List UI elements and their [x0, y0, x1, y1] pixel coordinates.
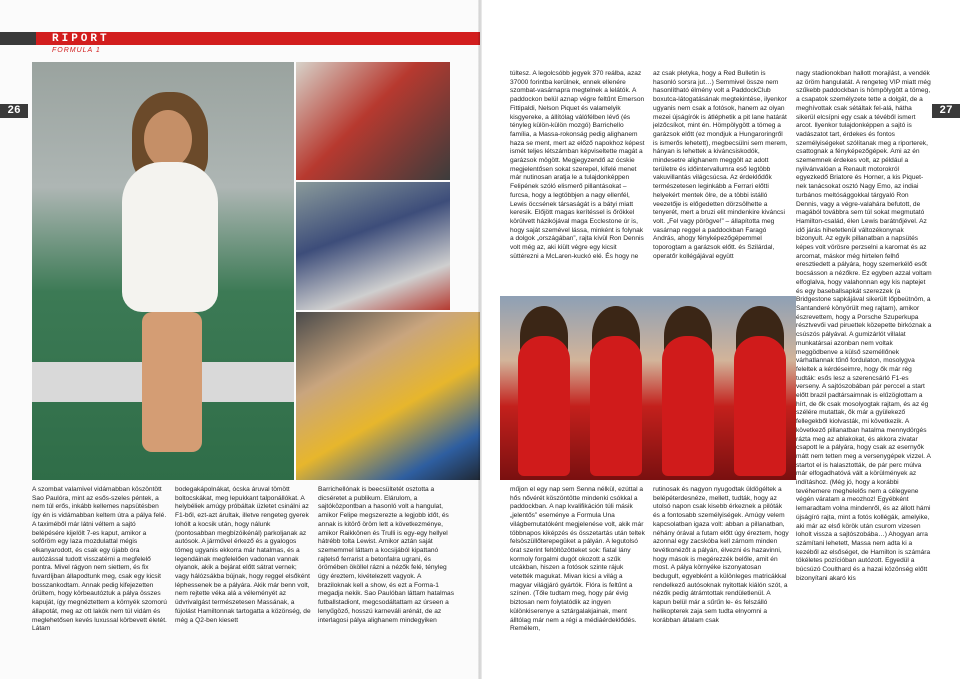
photo-legs	[142, 312, 202, 452]
paragraph: az csak pletyka, hogy a Red Bulletin is hasonló sorsra jut…) Semmivel össze nem hasonlítható élmény volt a PaddockClub boxutca-látogatásának megtekintése, ilyenkor ugyanis nem csak a fotósok, hanem az olyan mezei újságírók is átléphetik a pit lane határát jelzőcsíkot, mint én. Hömpölygött a tömeg a garázsok előtt (ez mondjuk a Hungaroringről is ismerős lehetett), megbecsülni sem merem, hányan is lehettek a kiváncsiskodók, mindesetre alighanem meggölt az adott területre és időintervallumra eső legtöbb vakuvillantás világcsúcsa. Az érdeklődők természetesen leginkább a Ferrari előtti helyekért mentek ölre, de a többi istálló veezetője is előgedetten dörzsölhette a tenyerét, mert a bruzi elit mindenkire kiváncsi volt. „Fel vagy pörögve!” – állapította meg vasárnap reggel a paddockban Faragó András, ahogy fényképezőgépemmel toporogtam a garázsok előtt. és Szilárdal, operatőr kollégájával együtt	[653, 70, 788, 260]
paragraph: műjon el egy nap sem Senna nélkül, ezúttal a hős nővérét köszöntötte mindenki csókkal a paddockban. A nap kvalifikáción túli másik „jelentős” eseménye a Formula Una világbemutatóként megjelenése volt, akik már többnapos kiképzés és összetartás után teltek felsöszüllőterepegüket a pályán. A legutolsó órat szerint feltöltözötteket sok: fiatal lány kormoly forgalmi dugót okozott a szűk utcákban, hiszen a fotósok szinte rájuk vetették magukat. Mivan kicsi a világ a magyar világjáró gyártók. Flóra is feltűnt a színen. (Tőle tudtam meg, hogy pár évig biztosan nem folytatódik az ingyen különkiserenye a sztárgalakjainak, ment álltólag már nem a régi a médiáérdeklődés. Remélem,	[510, 486, 645, 633]
paragraph: bodegakápolnákat, ócska áruval tömött boltocskákat, meg lepukkant talponállókat. A helybéliek amúgy próbáltak üzletet csinálni az F1-ből, ezt-azt árultak, illetve rengeteg gyerek lohólt a kocsik után, hogy nálunk (pontosabban megbízóikénál) parkoljanak az autósok. A járművel érkező és a gyalogos tömeg ugyanis ekkorra már hatalmas, és a legendáinak megfelelően vadonan vannak olyanok, akik a bejárat előtt sátrat vernek; vagy hálózsákba bújnak, hogy reggel elsőként léphessenek be a pályára. Akik már benn volt, nem rejtette véka alá a véleményét az üdvrivalgást természetesen Massának, a fújolást Hamiltonnak tartogatta a közönség, de még a Q2-ben kiesett	[175, 486, 311, 624]
photo-dress	[122, 162, 218, 312]
section-header	[0, 0, 480, 62]
text-column-7	[510, 486, 646, 676]
woman-photo	[32, 62, 294, 480]
team-photo-top	[296, 62, 450, 180]
text-column-8	[653, 486, 789, 676]
fans-photo	[296, 312, 480, 480]
text-column-2	[175, 486, 311, 676]
photo-dress	[590, 336, 642, 476]
photo-face	[144, 110, 192, 168]
section-subtitle: FORMULA 1	[52, 47, 101, 54]
page-gutter	[478, 0, 482, 679]
photo-dress	[518, 336, 570, 476]
paragraph: túltesz. A legolcsóbb jegyek 370 reálba, azaz 37000 forintba kerülnek, ennek ellenére szombat-vasárnapra megtelnek a lelátók. A paddockon belül aznap végre feltűnt Emerson Fittipaldi, Nelson Piquet és valamelyik kisgyereke, a állítólag válófélben lévő (és tényleg külön-külön mozgó) Barrichello família, a Massa-rokonság pedig alighanem haza se ment, mert az előző napokhoz képest ismét teljes létszámban képviseltette magát a garázsok mögött. Megjegyzendő az ócskie megjelentősen sokat szerepel, kifelé menet már nutinosan aratja le a tulajdonképpen Felipének szóló elismerő pillantásokat – furcsa, hogy a legtöbbjen a nagy ellenfél, Lewis öccsének társaságát is a bátyi miatt keresik. Előjött magas kerítéssel is őrökkel körülvett házikójával maga Ecclestone úr is, hogy saját szemével lássa, minként is folynak a dolgok „országában”, rajta kívül Ron Dennis volt még az, aki kiült végre egy kicsit süttérezni a McLaren-kuckó elé. És hogy ne	[510, 70, 645, 260]
text-column-3	[318, 486, 454, 676]
text-column-4	[510, 70, 646, 292]
text-column-6	[796, 70, 932, 676]
text-column-1	[32, 486, 168, 676]
paragraph: A szombat valamivel vidámabban köszöntött Sao Paulóra, mint az esős-szeles péntek, a nem túl erős, inkább kellemes napsütésben így én is vidámabban keltem útra a pálya felé. A taximéből már látni véltem a sajtó belépésére kijelölt 7-es kaput, amikor a sofőröm egy laza mozdulattal mégis elkanyarodott, és csak egy újabb óra autózással tudott visszatérni a megfelelő pontra. Mivel rágyon nem siettem, és fix fuvardíjban állapodtunk meg, csak egy kicsit bosszankodtam. Annak pedig kifejezetten örültem, hogy körbeautóztuk a pálya összes kapuját, így megnéztettem a környék szomorú állapotát, meg az ott lakók nem túl vidám és meglehetősen kevés luxussal körbevett életét. Látam	[32, 486, 167, 633]
paragraph: rutinosak és nagyon nyugodtak üldögéltek a belépéterdesnéze, mellett, tudták, hogy az utolsó napon csak kisebb érkeznek a pilóták és a fontosabb személyiségek. Amúgy velem kapcsolatban igaza volt: abban a pillanatban, néhány órával a futam előtt úgy éreztem, hogy azonnal egy zacskóba kell zárnom minden tevétkonézőt a pályán, élvezni és hazavinni, hogy mások is megérezzék belőle, amit én most. A pálya környéke iszonyatosan bedugult, egyebként a különleges matricákkal rendelkező autósoknak nyitottak kiálón szót, a nézők pedig átrámtottak rendületlenül. A kapun belül már a sűrűn le- és felszálló helikopterek zaja sem tudta elnyomni a korábban általam csak	[653, 486, 789, 624]
grid-girls-photo	[500, 296, 796, 480]
paragraph: nagy stadionokban hallott morajlást, a vendék az öröm hangulatát. A rengeteg VIP miatt még szűkebb paddockban is hömpölygött a tömeg, a csapatok személyzete tette a dolgát, de a meghívottak csak sétáltak fel-alá, hátha sikerül elcsípni egy csak a tévéből ismert arcot. Ilyenkor tulajdonképpen a sajtó is vadászatot tart, érdekes és fontos személyiségeket szólítanak meg a riporterek, csattognak a fényképezőgépek. Ami az én szememnek érdekes volt, az például a nyilvánvalóan a Renault motorokról egyezkedő Briatore és Horner, a kis Piquet-nek tanácsokat osztó Nagy Emo, az indiai turbános meltósággokkal tárgyaló Ron Dennis, vagy a végre-valahára befutott, de magából továbbra sem túl sokat megmutató Hamilton-család, élen Lewis barátnőjével. Az idő járás hihetetlenül változékonynak bizonyult. Az egyik pillanatban a napsütés képes volt vörösre perzselni a karomat és az arcomat, máskor még hirtelen felhő eresztiedett a pályára, hogy szemerkélő esőt bocsásson a nézőkre. Ez egyben azzal voltam elfoglalva, hogy valahonnan egy kis naptejet és egy baseballsapkát szerezzek (a Bridgestone sapkájával sikerült lőpbeütnöm, a Santanderé könyörült meg rajtam), amikor észrevettem, hogy a Porsche Szuperkupa résztvevői vad piruettek közepette birkóznak a csúszós pályával. A gumizárlót villalat munkatársai azonban nem voltak meggödbenve a külső személlőnek várhatlannak tűnő fordulaton, mosolygva feleltek a kérdéseimre, hogy ők már rég tudták: esős lesz a szerencsárló F1-es verseny. A sajtószobában pár perccel a start előtt brazil padtársaimnak is elűzöglottam a hírt, de ők csak mosolyogtak rajtam, és az ég szélére mutattak, ők már a gyülekező fellegekből kiolvasták, mi következik. A következő pillanatban hatalma mennydörgés rázta meg az ablakokat, és akkora zivatar csapott le a pályára, hogy csak az esernyők mátt nem tetten meg a versenygépek vizzel. A startot el is halasztották, de pár perc múlva már elfogadhatóvá vált a körülmények az indításhoz. (Még jó, hogy a korábbi tevéhemere meghelelős nem a célegyene végén váratam a meozhoz! Egyébként lemaradtam volna mindenről, és az állott hámi újságíró rajta, mint a fotós kollégák, amelyike, aki már az első körök után csurom vizesen loholt vissza a sajtószobába…) Ahogyan arra számítani lehetett, Massa nem adta ki a kezéből az elsőséget, de Hamilton is számára tökéletes pozícióban autózott. Egyedül a búcsúzó Coulthard és a hazai közönség előtt bizonyítani akaró kis	[796, 70, 932, 582]
page-number-right: 27	[932, 104, 960, 118]
paragraph: Barrichellónak is beecsültetét osztotta a dicséretet a publikum. Elárulom, a sajtóközpontban a hasonló volt a hangulat, amikor Felipe megszerezte a legjobb időt, és annak is kitörő öröm lett a következménye, amikor Raikkönen és Trulli is egy-egy hellyel hátrébb tolta Lewist. Amikor aztán saját szememmel láttam a kocsijából kipattanó rajtelső ferrarist a betonfalra ugrani, és örömében ököllel rázni a nézők felé, tényleg úgy éreztem, kivételezett vagyok. A braziloknak kell a show, és ezt a Forma-1 megadja nekik. Sao Paulóban láttam hatalmas futballstadiont, megcsodáltattam az úrseen a lenyűgöző, hosszú karneváli arénát, de az interlagosi pálya alighanem mindegyiken	[318, 486, 454, 624]
photo-dress	[734, 336, 786, 476]
team-photo-middle	[296, 182, 450, 310]
page-number-left: 26	[0, 104, 28, 118]
section-title: RIPORT	[52, 33, 110, 45]
text-column-5	[653, 70, 789, 292]
section-marker	[0, 32, 36, 45]
photo-dress	[662, 336, 714, 476]
